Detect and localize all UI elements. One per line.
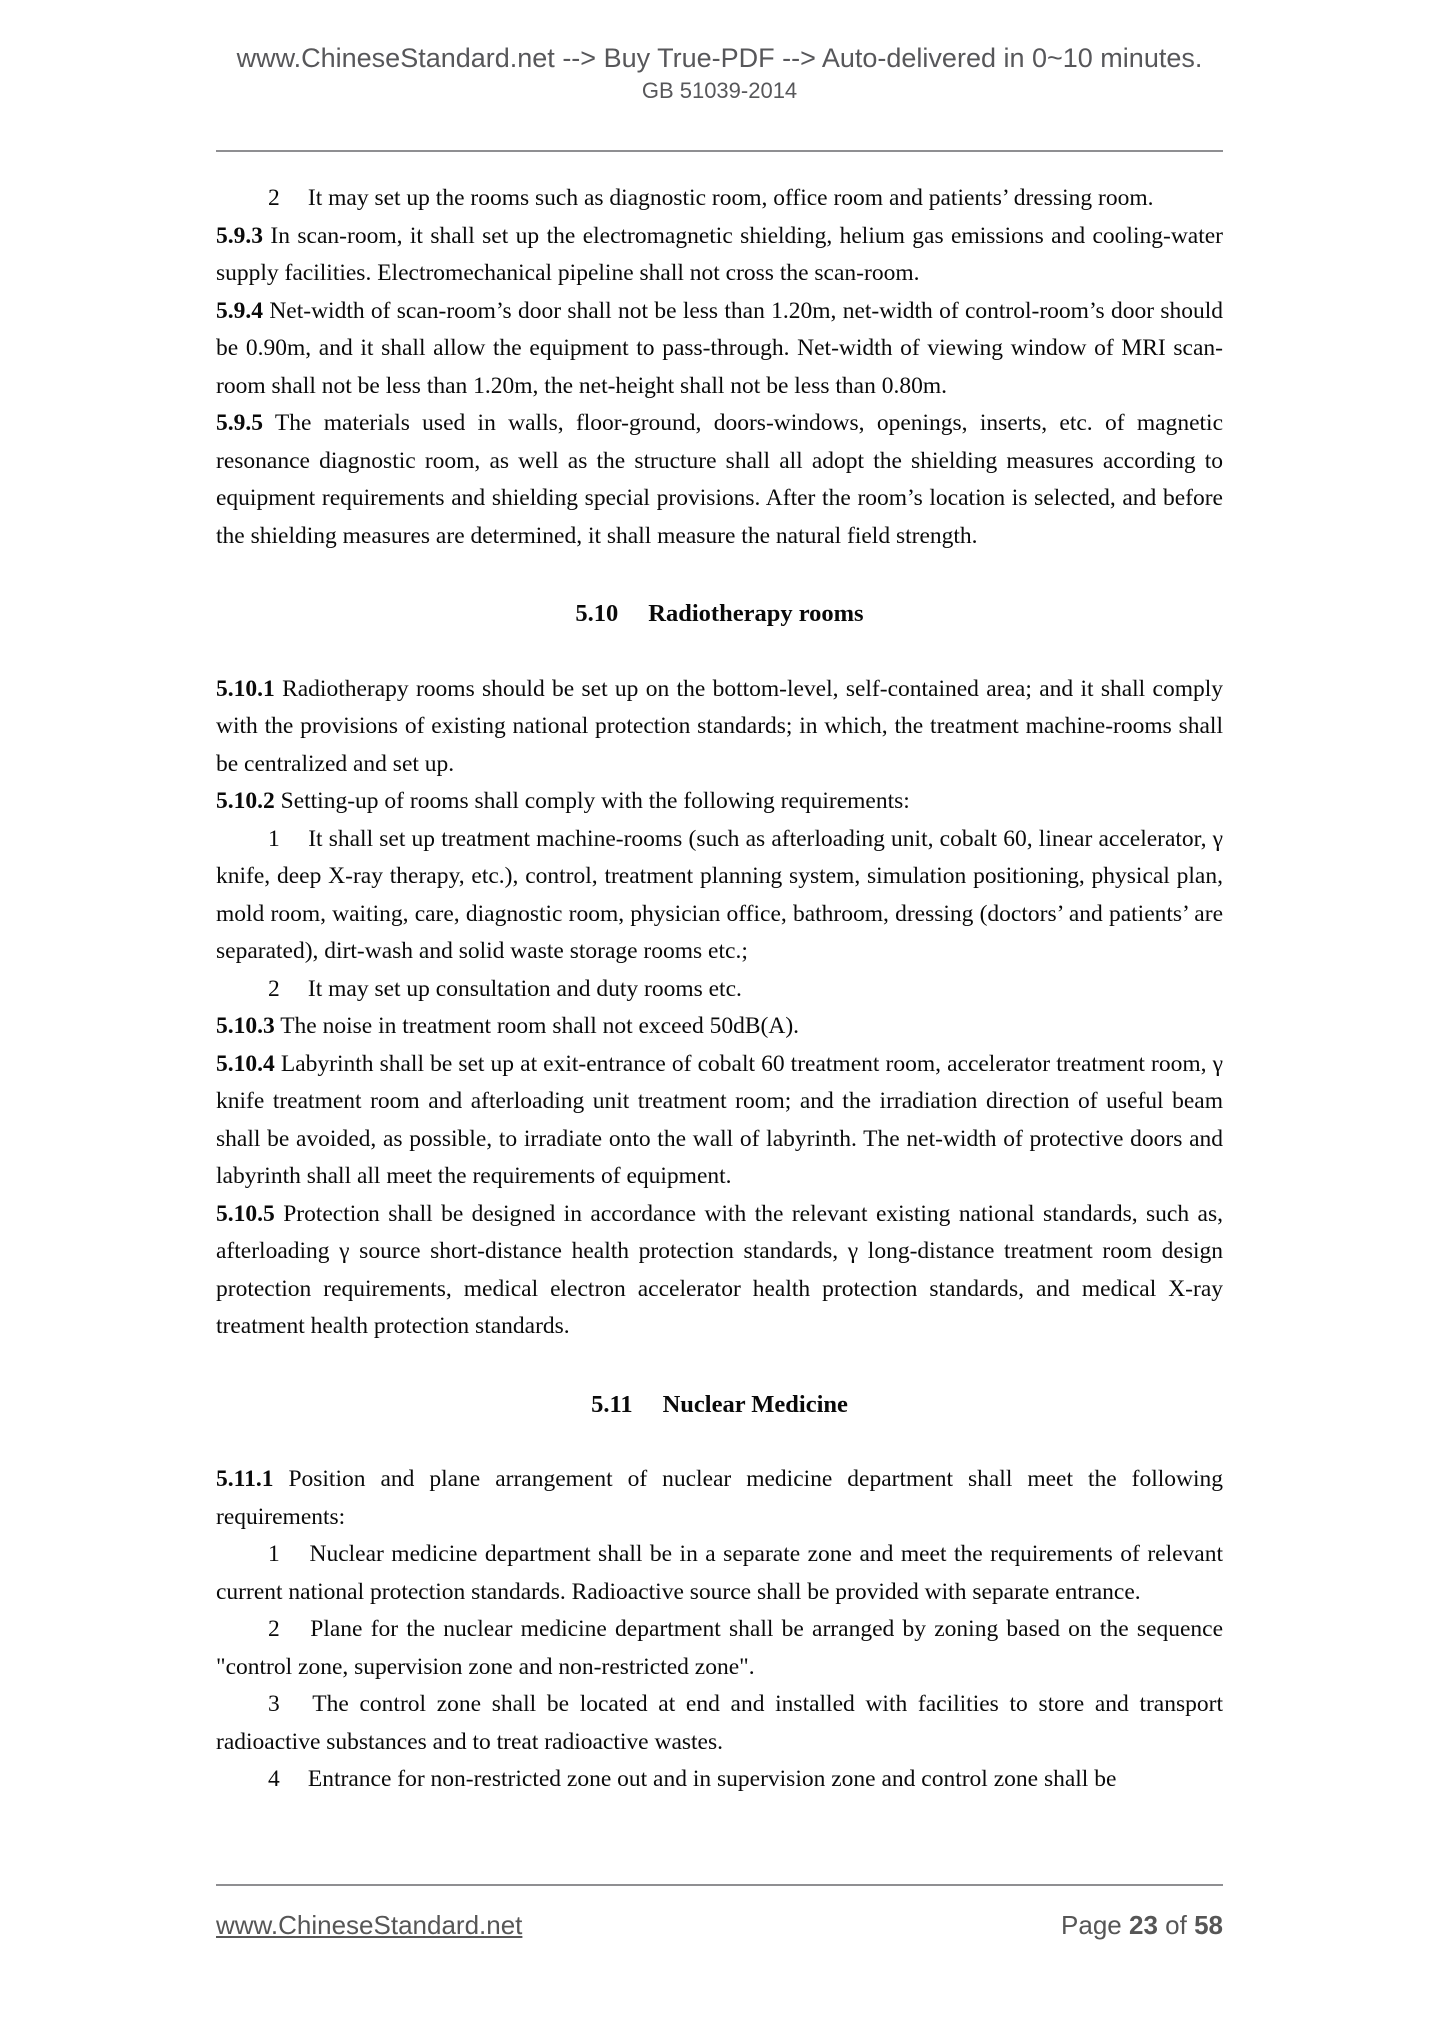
clause-paragraph <box>216 1008 1223 1046</box>
item-number: 2 <box>268 1616 280 1642</box>
item-number: 3 <box>268 1691 280 1717</box>
clause-text: In scan-room, it shall set up the electromagnetic shielding, helium gas emissions and cooling-water supply facilities. Electromechanical pipeline shall not cross the scan-room. <box>216 222 1224 286</box>
header-promo-line: www.ChineseStandard.net --> Buy True-PDF --> Auto-delivered in 0~10 minutes. <box>236 43 1203 73</box>
clause-text: Protection shall be designed in accordance with the relevant existing national standards, such as, afterloading γ source short-distance health protection standards, γ long-distance treatment room design protection requirements, medical electron accelerator health protection standards, and medical X-ray treatment health protection standards. <box>216 1200 1224 1339</box>
clause-text: The control zone shall be located at end and installed with facilities to store and transport radioactive substances and to treat radioactive wastes. <box>216 1691 1223 1755</box>
clause-text: Labyrinth shall be set up at exit-entrance of cobalt 60 treatment room, accelerator treatment room, γ knife treatment room and afterloading unit treatment room; and the irradiation direction of useful beam shall be avoided, as possible, to irradiate onto the wall of labyrinth. The net-width of protective doors and labyrinth shall all meet the requirements of equipment. <box>216 1050 1223 1189</box>
footer-site-link[interactable]: www.ChineseStandard.net <box>216 1910 523 1940</box>
clause-number: 5.10.4 <box>216 1050 275 1077</box>
clause-number: 5.9.3 <box>216 222 263 249</box>
section-number: 5.11 <box>591 1390 633 1418</box>
section-title: Radiotherapy rooms <box>648 600 864 627</box>
list-item <box>216 1536 1223 1611</box>
list-item <box>216 1611 1223 1686</box>
page-footer <box>216 1884 1223 1941</box>
clause-text: Plane for the nuclear medicine department shall be arranged by zoning based on the sequence "control zone, supervision zone and non-restricted zone". <box>216 1616 1223 1680</box>
page-indicator-current: 23 <box>1129 1910 1158 1940</box>
item-number: 2 <box>268 975 280 1002</box>
clause-paragraph <box>216 1046 1223 1196</box>
clause-number: 5.10.1 <box>216 675 275 702</box>
list-item <box>216 971 1223 1009</box>
item-number: 4 <box>268 1766 280 1792</box>
standard-number: GB 51039-2014 <box>641 78 798 103</box>
footer-rule <box>216 1884 1223 1886</box>
clause-number: 5.10.3 <box>216 1013 275 1039</box>
document-body <box>216 152 1223 1799</box>
clause-text: Net-width of scan-room’s door shall not be less than 1.20m, net-width of control-room’s door should be 0.90m, and it shall allow the equipment to pass-through. Net-width of viewing window of MRI scan-room shall not be less than 1.20m, the net-height shall not be less than 0.80m. <box>216 297 1223 399</box>
clause-number: 5.11.1 <box>216 1466 274 1492</box>
page-indicator-total: 58 <box>1194 1910 1223 1940</box>
list-item <box>216 1761 1223 1799</box>
clause-text: The noise in treatment room shall not exceed 50dB(A). <box>280 1013 800 1039</box>
clause-text: It shall set up treatment machine-rooms (such as afterloading unit, cobalt 60, linear accelerator, γ knife, deep X-ray therapy, etc.), control, treatment planning system, simulation positioning, physical plan, mold room, waiting, care, diagnostic room, physician office, bathroom, dressing (doctors’ and patients’ are separated), dirt-wash and solid waste storage rooms etc.; <box>216 825 1224 964</box>
list-item <box>216 821 1223 971</box>
section-number: 5.10 <box>575 600 619 627</box>
page-indicator-connector: of <box>1165 1910 1187 1940</box>
clause-paragraph <box>216 671 1223 784</box>
clause-paragraph <box>216 1196 1223 1346</box>
clause-text: Position and plane arrangement of nuclear medicine department shall meet the following requirements: <box>216 1466 1223 1530</box>
clause-text: Nuclear medicine department shall be in a separate zone and meet the requirements of relevant current national protection standards. Radioactive source shall be provided with separate entrance. <box>216 1541 1223 1605</box>
clause-text: Radiotherapy rooms should be set up on the bottom-level, self-contained area; and it shall comply with the provisions of existing national protection standards; in which, the treatment machine-rooms shall be centralized and set up. <box>216 675 1223 777</box>
section-heading <box>216 1386 1223 1424</box>
clause-number: 5.9.5 <box>216 410 263 436</box>
clause-paragraph <box>216 218 1223 293</box>
clause-text: Setting-up of rooms shall comply with the following requirements: <box>280 788 910 814</box>
clause-text: It may set up consultation and duty rooms etc. <box>307 975 742 1002</box>
list-item <box>216 180 1223 218</box>
clause-number: 5.10.5 <box>216 1200 275 1227</box>
document-sheet <box>216 0 1223 1799</box>
clause-text: Entrance for non-restricted zone out and in supervision zone and control zone shall be <box>307 1766 1117 1792</box>
clause-number: 5.9.4 <box>216 297 263 324</box>
clause-paragraph <box>216 293 1223 406</box>
clause-text: The materials used in walls, floor-ground, doors-windows, openings, inserts, etc. of magnetic resonance diagnostic room, as well as the structure shall all adopt the shielding measures according to equipment requirements and shielding special provisions. After the room’s location is selected, and before the shielding measures are determined, it shall measure the natural field strength. <box>216 410 1224 549</box>
clause-number: 5.10.2 <box>216 788 275 814</box>
section-heading <box>216 595 1223 633</box>
list-item <box>216 1686 1223 1761</box>
section-title: Nuclear Medicine <box>662 1390 848 1418</box>
clause-paragraph <box>216 405 1223 555</box>
page-indicator <box>1061 1910 1223 1941</box>
item-number: 1 <box>268 1541 280 1567</box>
clause-paragraph <box>216 1461 1223 1536</box>
clause-text: It may set up the rooms such as diagnostic room, office room and patients’ dressing room. <box>307 185 1154 211</box>
item-number: 2 <box>268 185 280 211</box>
page-indicator-prefix: Page <box>1061 1910 1122 1940</box>
item-number: 1 <box>268 825 280 852</box>
clause-paragraph <box>216 783 1223 821</box>
